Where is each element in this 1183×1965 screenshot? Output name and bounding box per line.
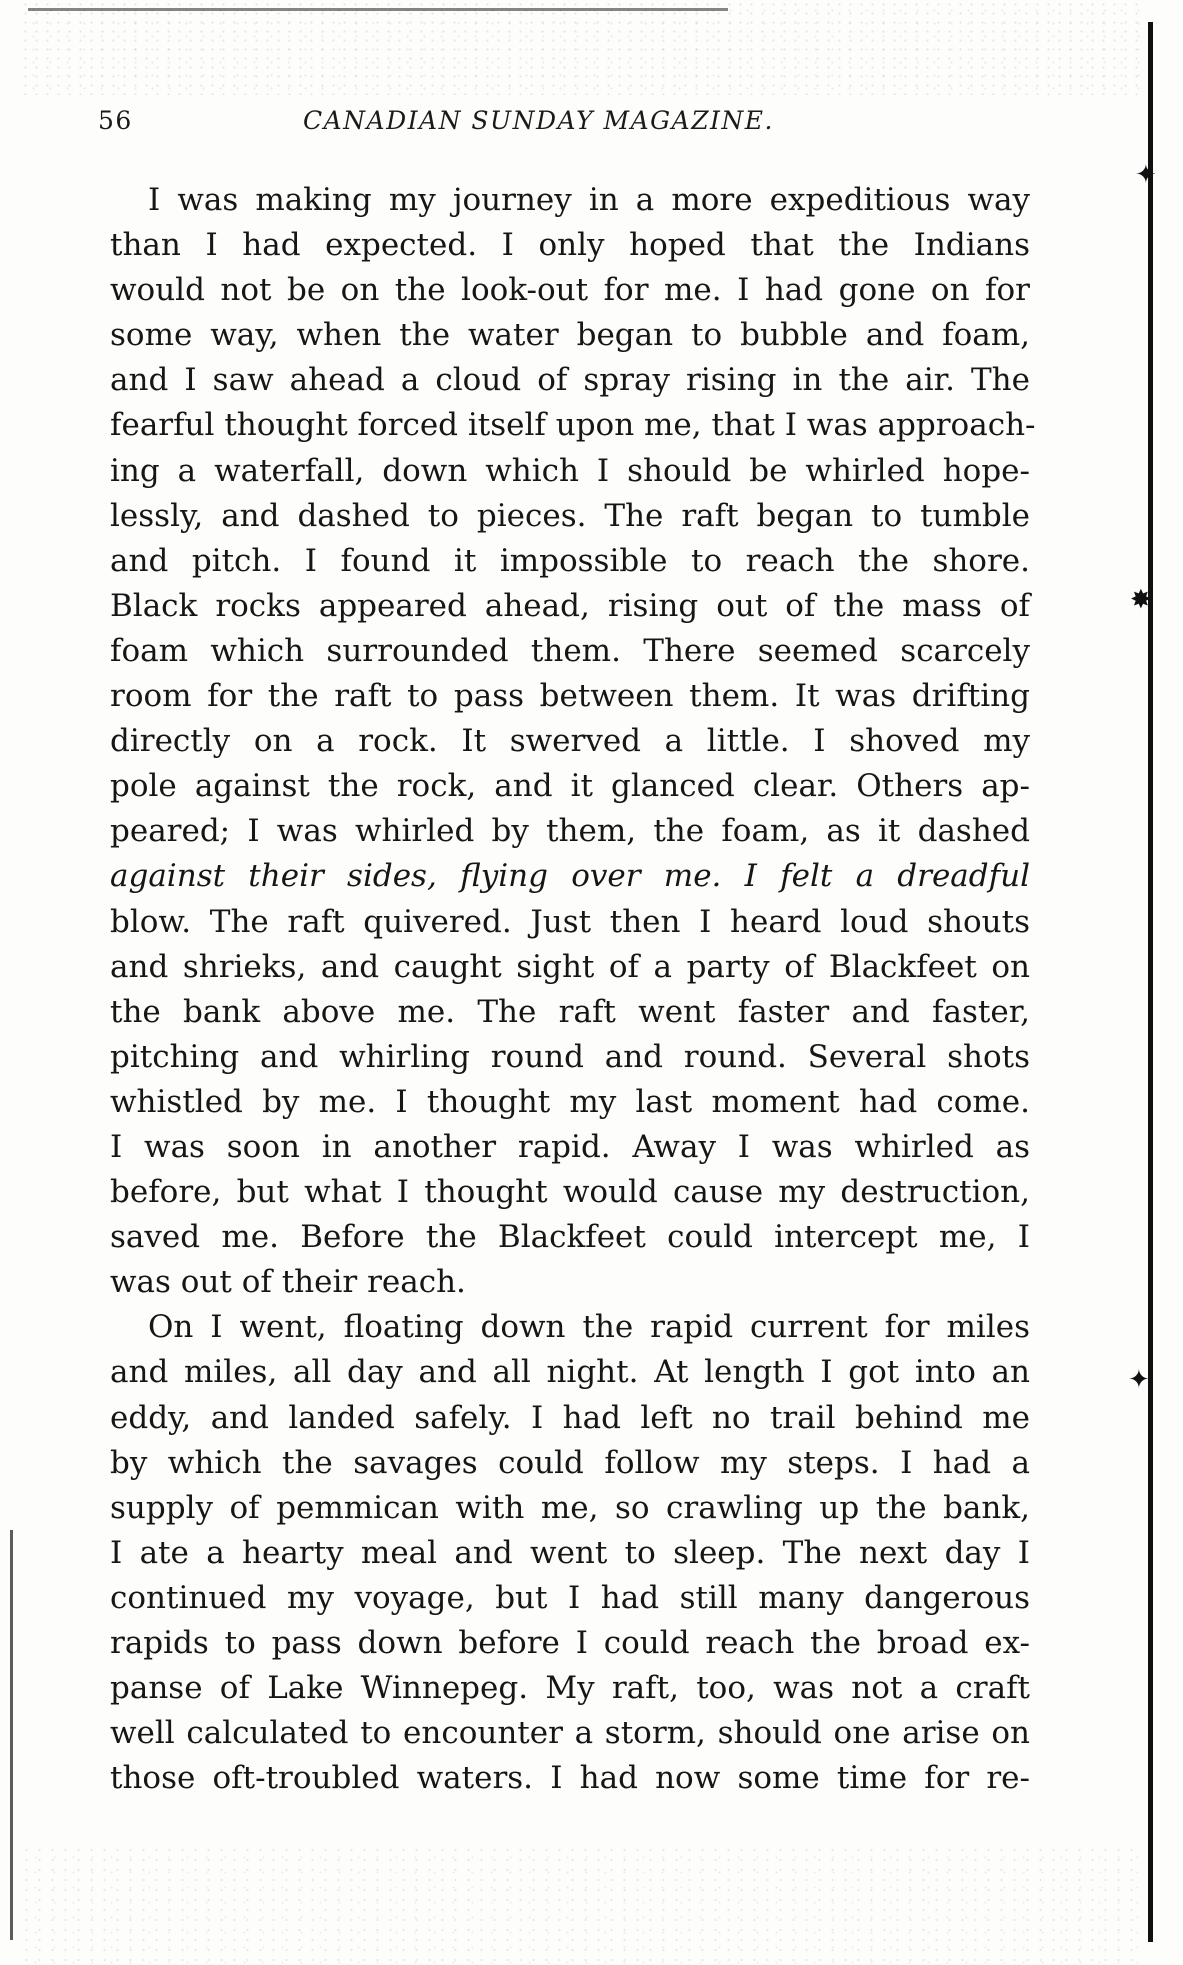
- scan-noise-top: [20, 0, 1140, 95]
- binding-mark: ❘: [1140, 900, 1162, 930]
- left-page-edge: [10, 1530, 13, 1940]
- text-line: saved me. Before the Blackfeet could intercept me, I: [110, 1219, 1030, 1256]
- text-line: I ate a hearty meal and went to sleep. The next day I: [110, 1534, 1030, 1571]
- page-number: 56: [98, 106, 133, 135]
- text-line: some way, when the water began to bubble and foam,: [110, 317, 1030, 354]
- text-line: eddy, and landed safely. I had left no trail behind me: [110, 1399, 1030, 1436]
- text-line: well calculated to encounter a storm, should one arise on: [110, 1715, 1030, 1752]
- text-line: I was making my journey in a more expeditious way: [148, 182, 1030, 218]
- text-line: and I saw ahead a cloud of spray rising in the air. The: [110, 362, 1030, 399]
- text-line: and miles, all day and all night. At length I got into an: [110, 1354, 1030, 1391]
- running-title: CANADIAN SUNDAY MAGAZINE.: [303, 106, 775, 135]
- text-line: fearful thought forced itself upon me, that I was approach-: [110, 407, 1036, 444]
- text-line: before, but what I thought would cause my destruction,: [110, 1174, 1030, 1211]
- scan-noise-bottom: [20, 1845, 1140, 1965]
- binding-edge-line: [1148, 22, 1153, 1942]
- text-line: pole against the rock, and it glanced clear. Others ap-: [110, 768, 1030, 805]
- text-line: peared; I was whirled by them, the foam, as it dashed: [110, 813, 1030, 850]
- text-line: blow. The raft quivered. Just then I heard loud shouts: [110, 903, 1030, 940]
- text-line: ing a waterfall, down which I should be whirled hope-: [110, 452, 1030, 489]
- text-line: those oft-troubled waters. I had now some time for re-: [110, 1760, 1030, 1797]
- text-line: the bank above me. The raft went faster and faster,: [110, 993, 1030, 1030]
- text-line: and pitch. I found it impossible to reach the shore.: [110, 542, 1030, 579]
- page-header: [98, 106, 1058, 146]
- binding-mark: ✸: [1130, 585, 1152, 615]
- text-line: On I went, floating down the rapid current for miles: [148, 1309, 1030, 1346]
- text-line: I was soon in another rapid. Away I was whirled as: [110, 1128, 1030, 1165]
- text-line: by which the savages could follow my steps. I had a: [110, 1444, 1030, 1481]
- text-line: and shrieks, and caught sight of a party of Blackfeet on: [110, 948, 1030, 985]
- text-line: than I had expected. I only hoped that the Indians: [110, 227, 1030, 264]
- text-line: would not be on the look-out for me. I had gone on for: [110, 272, 1030, 309]
- top-rule: [28, 8, 728, 11]
- article-body: [110, 178, 1036, 1801]
- text-line: was out of their reach.: [110, 1264, 466, 1301]
- binding-mark: ✦: [1128, 1365, 1150, 1395]
- text-line: panse of Lake Winnepeg. My raft, too, was not a craft: [110, 1670, 1030, 1707]
- text-line: whistled by me. I thought my last moment had come.: [110, 1083, 1030, 1120]
- text-line: room for the raft to pass between them. It was drifting: [110, 678, 1030, 715]
- text-line: Black rocks appeared ahead, rising out of the mass of: [110, 587, 1030, 624]
- text-line: lessly, and dashed to pieces. The raft began to tumble: [110, 497, 1030, 534]
- text-line: directly on a rock. It swerved a little. I shoved my: [110, 723, 1030, 760]
- text-line: pitching and whirling round and round. Several shots: [110, 1038, 1030, 1075]
- text-line: rapids to pass down before I could reach the broad ex-: [110, 1625, 1030, 1661]
- text-line: continued my voyage, but I had still many dangerous: [110, 1579, 1030, 1616]
- binding-mark: ✦: [1135, 160, 1157, 190]
- text-line: foam which surrounded them. There seemed scarcely: [110, 632, 1030, 669]
- text-line: supply of pemmican with me, so crawling up the bank,: [110, 1489, 1030, 1526]
- text-line: against their sides, flying over me. I felt a dreadful: [110, 858, 1030, 895]
